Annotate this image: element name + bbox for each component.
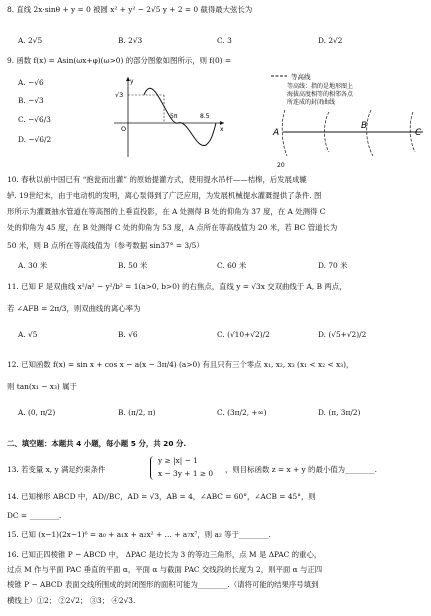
q9-axis-y-label: y bbox=[130, 78, 134, 85]
q14-line1: 14. 已知梯形 ABCD 中，AD//BC，AD = √3，AB = 4，∠ABC = 60°，∠ACB = 45°，则 bbox=[7, 492, 316, 501]
q11-option-c: C. (√10+√2)/2 bbox=[217, 330, 270, 339]
point-b-label: B bbox=[361, 121, 368, 131]
q10-options bbox=[18, 262, 425, 272]
q10-contour-figure bbox=[263, 72, 429, 170]
q8-option-b: B. 2√3 bbox=[118, 36, 143, 45]
q10-option-d: D. 70 米 bbox=[318, 261, 348, 270]
q10-option-c: C. 60 米 bbox=[217, 261, 247, 270]
q16-line1: 16. 已知正四棱锥 P − ABCD 中， ΔPAC 是边长为 3 的等边三角形，点 M 是 ΔPAC 的重心， bbox=[7, 550, 322, 559]
q9-axis-x-label: x bbox=[220, 126, 224, 133]
q16-line3: 棱锥 P − ABCD 表面交线所围成的封闭图形的面积可能为________.（请将可能的结果序号填到 bbox=[7, 580, 319, 589]
q11-option-d: D. (√5+√2)/2 bbox=[318, 330, 367, 339]
q9-x-tick-85: 8.5 bbox=[200, 113, 210, 120]
q11-option-b: B. √6 bbox=[118, 330, 138, 339]
q10-line5: 50 米，则 B 点所在等高线值为（参考数据 sin37° = 3/5） bbox=[7, 241, 204, 250]
q8-options bbox=[18, 37, 425, 47]
q10-line1: 10. 春秋以前中国已有 “抱瓮而出灌” 的原始提灌方式，使用提水吊杆——桔槔，后发展成辘 bbox=[7, 175, 307, 184]
q16-line2: 过点 M 作与平面 PAC 垂直的平面 α，平面 α 与截面 PAC 交线段的长度为 2，则平面 α 与正四 bbox=[7, 565, 323, 574]
q8-option-c: C. 3 bbox=[217, 36, 232, 45]
section-2-heading: 二、填空题：本题共 4 小题，每小题 5 分，共 20 分. bbox=[7, 439, 187, 448]
q9-text: 9. 函数 f(x) = Asin(ωx+φ)(ω>0) 的部分图象如图所示，则 f(0) = bbox=[7, 56, 232, 65]
q13-suffix: ，则目标函数 z = x + y 的最小值为________. bbox=[225, 465, 377, 474]
q11-options bbox=[18, 331, 425, 341]
q12-option-a: A. (0, π/2) bbox=[18, 408, 56, 417]
q9-x-tick-5pi: 5π bbox=[170, 113, 178, 120]
q10-line4: 处的仰角为 45 度，在 B 处测得 C 处的仰角为 53 度，A 点所在等高线值为 20 米，若 BC 管道长为 bbox=[7, 223, 338, 232]
q10-line3: 形所示为灌溉抽水管道在等高图的上垂直投影，在 A 处测得 B 处的仰角为 37 度，在 A 处测得 C bbox=[7, 207, 326, 216]
q9-y-tick-label: √3 bbox=[115, 91, 124, 99]
q10-option-a: A. 30 米 bbox=[18, 261, 48, 270]
q10-line2: 轳. 19世纪末，由于电动机的发明，离心泵得到了广泛应用，为发展机械提水灌溉提供了条件. 图 bbox=[7, 191, 322, 200]
q11-line1: 11. 已知 F 是双曲线 x²/a² − y²/b² = 1(a>0, b>0) 的右焦点，直线 y = √3x 交双曲线于 A, B 两点， bbox=[7, 282, 347, 291]
q11-option-a: A. √5 bbox=[18, 330, 38, 339]
contour-legend-title: 等高线 bbox=[291, 73, 311, 81]
point-c-label: C bbox=[415, 128, 422, 138]
q8-text: 8. 直线 2x·sinθ + y = 0 被圆 x² + y² − 2√5 y + 2 = 0 截得最大弦长为 bbox=[7, 5, 253, 14]
q12-option-c: C. (3π/2, +∞) bbox=[217, 408, 267, 417]
q9-origin-label: O bbox=[121, 125, 127, 133]
contour-legend-line3: 所连成的封闭曲线 bbox=[287, 99, 336, 106]
q8-option-d: D. 2√2 bbox=[318, 36, 343, 45]
contour-value-label: 20 bbox=[277, 162, 285, 169]
q12-option-d: D. (π, 3π/2) bbox=[318, 408, 361, 417]
q10-option-b: B. 50 米 bbox=[118, 261, 148, 270]
contour-legend-line1: 等高线：指的是地形图上 bbox=[287, 83, 354, 90]
q8-option-a: A. 2√5 bbox=[18, 36, 43, 45]
q9-option-c: C. −√6/3 bbox=[18, 115, 51, 124]
q14-line2: DC = ________. bbox=[7, 511, 62, 520]
q9-option-a: A. −√6 bbox=[18, 78, 44, 87]
q13-condition-1: y ≥ |x| − 1 bbox=[158, 456, 198, 465]
q12-options bbox=[18, 409, 425, 419]
q15-text: 15. 已知 (x−1)(2x−1)⁶ = a₀ + a₁x + a₂x² + … + a₇x⁷，则 a₂ 等于________. bbox=[7, 530, 271, 539]
q11-line2: 若 ∠AFB = 2π/3，则双曲线的离心率为 bbox=[7, 304, 141, 313]
contour-legend-line2: 海拔高度相等的相邻各点 bbox=[287, 91, 354, 98]
q13-prefix: 13. 若变量 x, y 满足约束条件 bbox=[7, 465, 106, 474]
q13-condition-2: x − 3y + 1 ≥ 0 bbox=[158, 469, 214, 478]
q9-option-d: D. −√6/2 bbox=[18, 135, 52, 144]
q9-sine-graph bbox=[108, 75, 228, 160]
point-a-label: A bbox=[273, 128, 280, 138]
q12-line1: 12. 已知函数 f(x) = sin x + cos x − a(x − 3π/4) (a>0) 有且只有三个零点 x₁, x₂, x₃ (x₁ < x₂ < x₃)， bbox=[7, 360, 354, 369]
q9-option-b: B. −√3 bbox=[18, 96, 44, 105]
q12-option-b: B. (π/2, π) bbox=[118, 408, 156, 417]
q12-line2: 则 tan(x₁ − x₃) 属于 bbox=[7, 382, 77, 391]
q16-line4: 横线上）①2； ②2√2； ③3； ④2√3. bbox=[7, 596, 136, 605]
